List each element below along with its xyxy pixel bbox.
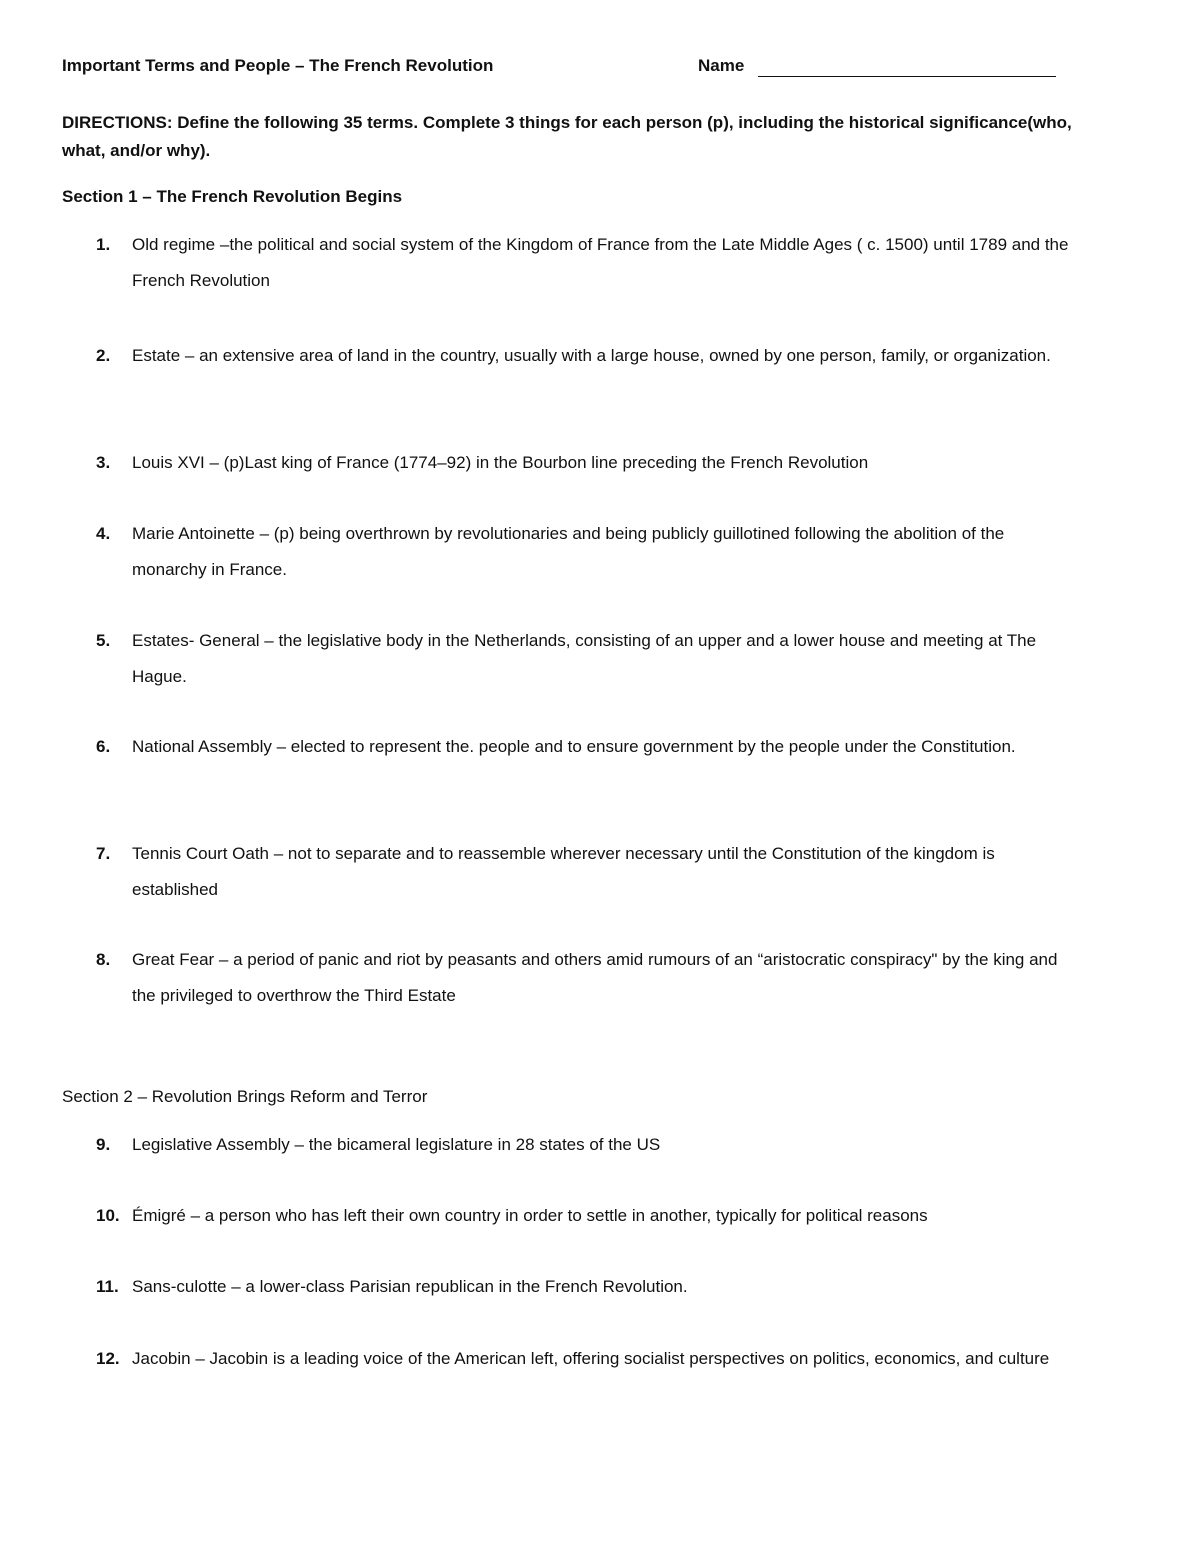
term-item (96, 729, 1076, 765)
term-number: 12. (96, 1349, 120, 1368)
term-number: 2. (96, 346, 111, 365)
term-definition: Legislative Assembly – the bicameral legislature in 28 states of the US (132, 1135, 661, 1154)
term-definition: National Assembly – elected to represent the. people and to ensure government by the people under the Constitution. (132, 737, 1016, 756)
term-number: 6. (96, 737, 111, 756)
name-blank-line (758, 76, 1056, 77)
term-definition: Sans-culotte – a lower-class Parisian republican in the French Revolution. (132, 1277, 688, 1296)
term-item (96, 1269, 1076, 1305)
directions: DIRECTIONS: Define the following 35 terms. Complete 3 things for each person (p), including the historical significance(who, what, and/or why). (62, 113, 1072, 160)
term-item (96, 445, 1076, 481)
term-definition: Estates- General – the legislative body in the Netherlands, consisting of an upper and a lower house and meeting at The Hague. (132, 631, 1037, 686)
term-number: 11. (96, 1277, 119, 1296)
term-definition: Louis XVI – (p)Last king of France (1774–92) in the Bourbon line preceding the French Revolution (132, 453, 869, 472)
term-definition: Estate – an extensive area of land in the country, usually with a large house, owned by one person, family, or organization. (132, 346, 1051, 365)
term-definition: Great Fear – a period of panic and riot by peasants and others amid rumours of an “aristocratic conspiracy" by the king and the privileged to overthrow the Third Estate (132, 950, 1058, 1005)
term-item (96, 1198, 1076, 1234)
term-number: 8. (96, 950, 111, 969)
section-1-heading: Section 1 – The French Revolution Begins (62, 187, 403, 206)
term-definition: Old regime –the political and social system of the Kingdom of France from the Late Middle Ages ( c. 1500) until 1789 and the French Revolution (132, 235, 1069, 290)
term-number: 3. (96, 453, 111, 472)
term-item (96, 1127, 1076, 1163)
term-item (96, 942, 1076, 1014)
term-item (96, 836, 1076, 908)
term-definition: Émigré – a person who has left their own country in order to settle in another, typically for political reasons (132, 1206, 928, 1225)
term-number: 10. (96, 1206, 120, 1225)
term-number: 1. (96, 235, 111, 254)
worksheet-header (62, 56, 1062, 80)
term-number: 7. (96, 844, 111, 863)
name-label: Name (698, 56, 745, 75)
term-item (96, 338, 1076, 374)
term-number: 9. (96, 1135, 111, 1154)
term-definition: Tennis Court Oath – not to separate and to reassemble wherever necessary until the Constitution of the kingdom is established (132, 844, 995, 899)
term-item (96, 227, 1076, 299)
term-number: 4. (96, 524, 111, 543)
term-item (96, 1341, 1076, 1377)
term-definition: Jacobin – Jacobin is a leading voice of the American left, offering socialist perspectives on politics, economics, and culture (132, 1349, 1050, 1368)
term-item (96, 516, 1076, 588)
term-definition: Marie Antoinette – (p) being overthrown by revolutionaries and being publicly guillotined following the abolition of the monarchy in France. (132, 524, 1005, 579)
term-number: 5. (96, 631, 111, 650)
worksheet-title: Important Terms and People – The French Revolution (62, 56, 494, 75)
term-item (96, 623, 1076, 695)
section-2-heading: Section 2 – Revolution Brings Reform and Terror (62, 1087, 428, 1106)
